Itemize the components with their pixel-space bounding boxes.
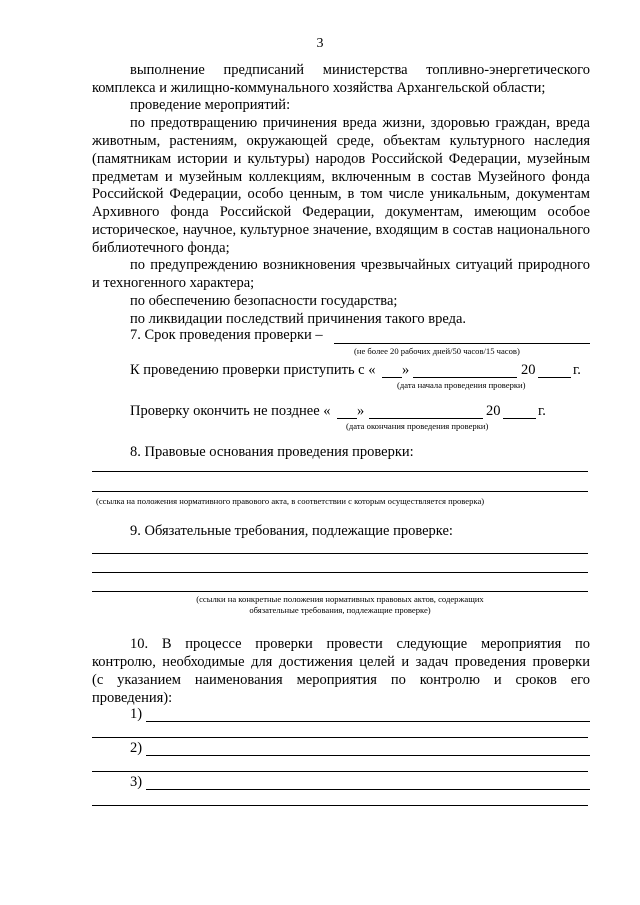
requirements-hint-line: обязательные требования, подлежащие проверке): [249, 605, 431, 615]
paragraph-line: Архивного фонда Российской Федерации, документам, имеющим особое: [92, 204, 590, 220]
paragraph-line: животным, растениям, окружающей среде, объектам культурного наследия: [92, 133, 590, 149]
requirements-field[interactable]: [92, 572, 588, 573]
activity-item-number: 2): [130, 740, 143, 756]
start-date-label: К проведению проверки приступить с «: [130, 362, 376, 378]
activity-item-number: 1): [130, 706, 143, 722]
end-month-field[interactable]: [369, 418, 483, 419]
start-year-prefix: 20: [521, 362, 536, 378]
legal-basis-label: 8. Правовые основания проведения проверки:: [130, 444, 414, 460]
paragraph-line: контролю, необходимые для достижения целей и задач проведения проверки: [92, 654, 590, 670]
paragraph-line: по предотвращению причинения вреда жизни, здоровью граждан, вреда: [130, 115, 590, 131]
legal-basis-hint: (ссылка на положения нормативного правового акта, в соответствии с которым осуществляется проверка): [96, 496, 485, 506]
paragraph-line: проведения):: [92, 690, 173, 706]
activity-item-field[interactable]: [146, 755, 590, 756]
paragraph-line: предметам и музейным коллекциям, включенным в состав Музейного фонда: [92, 169, 590, 185]
end-day-field[interactable]: [337, 418, 357, 419]
end-year-prefix: 20: [486, 403, 501, 419]
paragraph-line: по предупреждению возникновения чрезвычайных ситуаций природного: [130, 257, 590, 273]
end-year-field[interactable]: [503, 418, 536, 419]
activity-item-field[interactable]: [92, 737, 588, 738]
legal-basis-field[interactable]: [92, 471, 588, 472]
start-year-suffix: г.: [573, 362, 581, 378]
activity-item-number: 3): [130, 774, 143, 790]
paragraph-line: библиотечного фонда;: [92, 240, 230, 256]
paragraph-line: (с указанием наименования мероприятия по контролю и сроков его: [92, 672, 590, 688]
requirements-hint-line: (ссылки на конкретные положения нормативных правовых актов, содержащих: [196, 594, 484, 604]
paragraph-line: 10. В процессе проверки провести следующие мероприятия по: [130, 636, 590, 652]
page-number: 3: [316, 36, 324, 51]
start-date-hint: (дата начала проведения проверки): [397, 380, 526, 390]
paragraph-line: историческое, научное, культурное значение, входящим в состав национального: [92, 222, 590, 238]
end-date-hint: (дата окончания проведения проверки): [346, 421, 489, 431]
requirements-label: 9. Обязательные требования, подлежащие проверке:: [130, 523, 453, 539]
requirements-field[interactable]: [92, 591, 588, 592]
activity-item-field[interactable]: [146, 789, 590, 790]
end-year-suffix: г.: [538, 403, 546, 419]
paragraph-line: и техногенного характера;: [92, 275, 255, 291]
paragraph-line: комплекса и жилищно-коммунального хозяйства Архангельской области;: [92, 80, 546, 96]
end-quote: »: [357, 403, 365, 419]
activity-item-field[interactable]: [92, 805, 588, 806]
paragraph-line: выполнение предписаний министерства топливно-энергетического: [130, 62, 590, 78]
requirements-field[interactable]: [92, 553, 588, 554]
end-date-label: Проверку окончить не позднее «: [130, 403, 331, 419]
paragraph-line: проведение мероприятий:: [130, 97, 291, 113]
requirements-hint: [92, 594, 588, 616]
paragraph-line: по ликвидации последствий причинения такого вреда.: [130, 311, 467, 327]
start-year-field[interactable]: [538, 377, 571, 378]
paragraph-line: Российской Федерации, особо ценным, в том числе уникальным, документам: [92, 186, 590, 202]
start-quote: »: [402, 362, 410, 378]
paragraph-line: (памятникам истории и культуры) народов Российской Федерации, музейным: [92, 151, 590, 167]
activity-item-field[interactable]: [146, 721, 590, 722]
start-day-field[interactable]: [382, 377, 402, 378]
paragraph-line: по обеспечению безопасности государства;: [130, 293, 398, 309]
inspection-period-hint: (не более 20 рабочих дней/50 часов/15 часов): [354, 346, 520, 356]
legal-basis-field[interactable]: [92, 491, 588, 492]
start-month-field[interactable]: [413, 377, 517, 378]
inspection-period-field[interactable]: [334, 343, 590, 344]
inspection-period-label: 7. Срок проведения проверки –: [130, 327, 323, 343]
activity-item-field[interactable]: [92, 771, 588, 772]
